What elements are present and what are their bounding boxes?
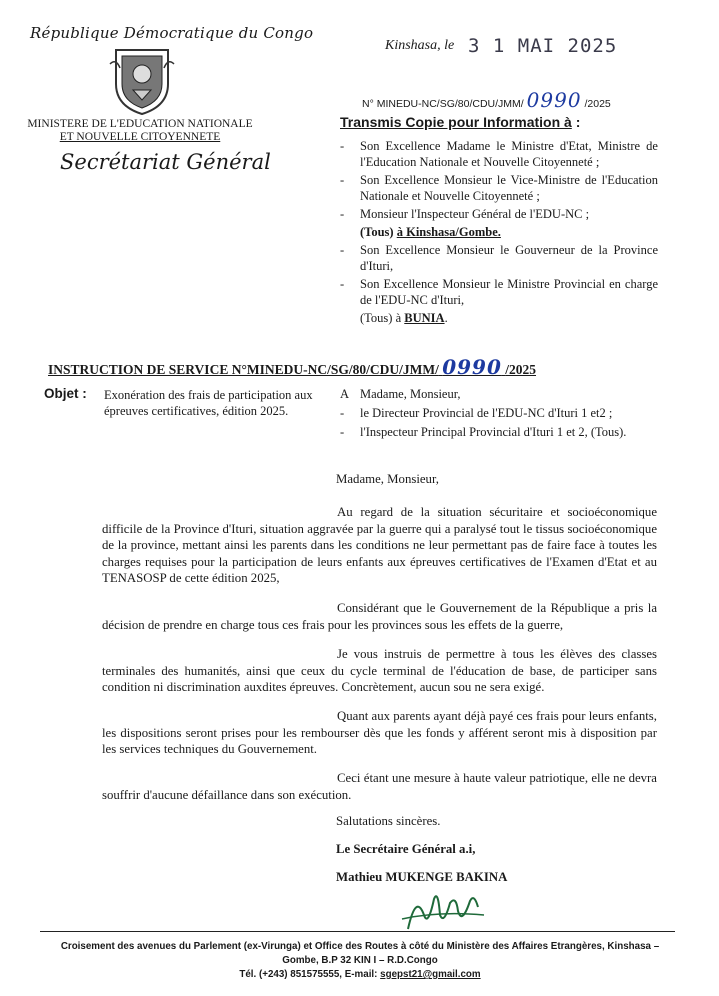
transmis-colon: : [571,114,581,130]
transmis-title: Transmis Copie pour Information à [340,114,572,130]
date-place: Kinshasa, le [385,38,455,53]
list-item: - Monsieur l'Inspecteur Général de l'EDU-NC ; [340,207,590,221]
objet-text: Exonération des frais de participation aux épreuves certificatives, édition 2025. [104,388,313,418]
reference-handwritten-number: 0990 [526,88,582,112]
list-item: - l'Inspecteur Principal Provincial d'Ituri 1 et 2, (Tous). [340,425,627,439]
paragraph-2: Considérant que le Gouvernement de la République a pris la décision de prendre en charge tous ces frais pour les provinces sous les effets de la guerre, [102,601,657,632]
date-stamp: 3 1 MAI 2025 [468,35,618,57]
list-item: - Son Excellence Monsieur le Vice-Ministre de l'Education Nationale et Nouvelle Citoyenneté ; [340,173,658,203]
footer-address: Croisement des avenues du Parlement (ex-Virunga) et Office des Routes à côté du Ministère des Affaires Etrangères, Kinshasa – Gombe, B.P 32 KIN I – R.D.Congo Tél. (+243) 851575555, E-mail: sgepst21@gmail.com [40,940,680,982]
signatory-name: Mathieu MUKENGE BAKINA [336,870,508,884]
coat-of-arms-emblem [108,44,176,116]
letter-salutation: Madame, Monsieur, [336,472,439,486]
ministry-name [20,118,260,144]
paragraph-1: Au regard de la situation sécuritaire et socioéconomique difficile de la Province d'Ituri, situation aggravée par la guerre qui a paralysé tout le tissus socioéconomique de la province, mettant ainsi les parents dans les conditions ne leur permettant pas de faire face à toutes les charges requises pour la participation de leurs enfants aux épreuves certificatives de l'Examen d'Etat et au TENASOSP de cette édition 2025, [102,505,657,585]
reference-prefix: N° MINEDU-NC/SG/80/CDU/JMM/ [362,98,524,110]
transmis-heading [340,114,580,130]
signatory-title: Le Secrétaire Général a.i, [336,842,476,856]
paragraph-5: Ceci étant une mesure à haute valeur patriotique, elle ne devra souffrir d'aucune défaillance dans son exécution. [102,771,657,802]
list-item: - le Directeur Provincial de l'EDU-NC d'Ituri 1 et2 ; [340,406,613,420]
paragraph-3: Je vous instruis de permettre à tous les élèves des classes terminales des humanités, ainsi que ceux du cycle terminal de l'éducation de base, de participer sans condition ni discrimination auxdites épreuves. Concrètement, aucun sou ne sera exigé. [102,647,657,694]
list-item: - Son Excellence Monsieur le Ministre Provincial en charge de l'EDU-NC d'Ituri, [340,277,658,307]
footer-contact: Tél. (+243) 851575555, E-mail: sgepst21@gmail.com [239,969,481,980]
reference-number [362,88,611,112]
addressee-block [340,386,640,443]
footer-divider [40,931,675,932]
instruction-title: INSTRUCTION DE SERVICE N°MINEDU-NC/SG/80/CDU/JMM/ 0990 /2025 [48,355,537,379]
objet-label: Objet : [44,386,87,401]
reference-suffix: /2025 [584,98,611,110]
handwritten-signature [398,885,488,935]
republic-heading: République Démocratique du Congo [30,24,314,42]
ministry-line-2: ET NOUVELLE CITOYENNETE [59,131,221,143]
list-item: - Son Excellence Monsieur le Gouverneur de la Province d'Ituri, [340,243,658,273]
recipient-note-bunia: (Tous) à BUNIA. [360,311,448,325]
secretariat-general-title: Secrétariat Général [60,150,271,174]
footer-email-link[interactable]: sgepst21@gmail.com [380,969,481,980]
ministry-line-1: MINISTERE DE L'EDUCATION NATIONALE [27,118,253,130]
recipient-note-kinshasa: (Tous) à Kinshasa/Gombe. [360,225,501,239]
instruction-handwritten-number: 0990 [442,355,502,379]
addressee-lead: A Madame, Monsieur, [340,387,461,401]
list-item: - Son Excellence Madame le Ministre d'Etat, Ministre de l'Education Nationale et Nouvelle Citoyenneté ; [340,139,658,169]
closing-greeting: Salutations sincères. [336,814,441,828]
paragraph-4: Quant aux parents ayant déjà payé ces frais pour leurs enfants, les dispositions seront prises pour les rembourser dès que les fonds y afférent seront mis à disposition par les services techniques du Gouvernement. [102,709,657,756]
recipient-list [340,138,658,326]
